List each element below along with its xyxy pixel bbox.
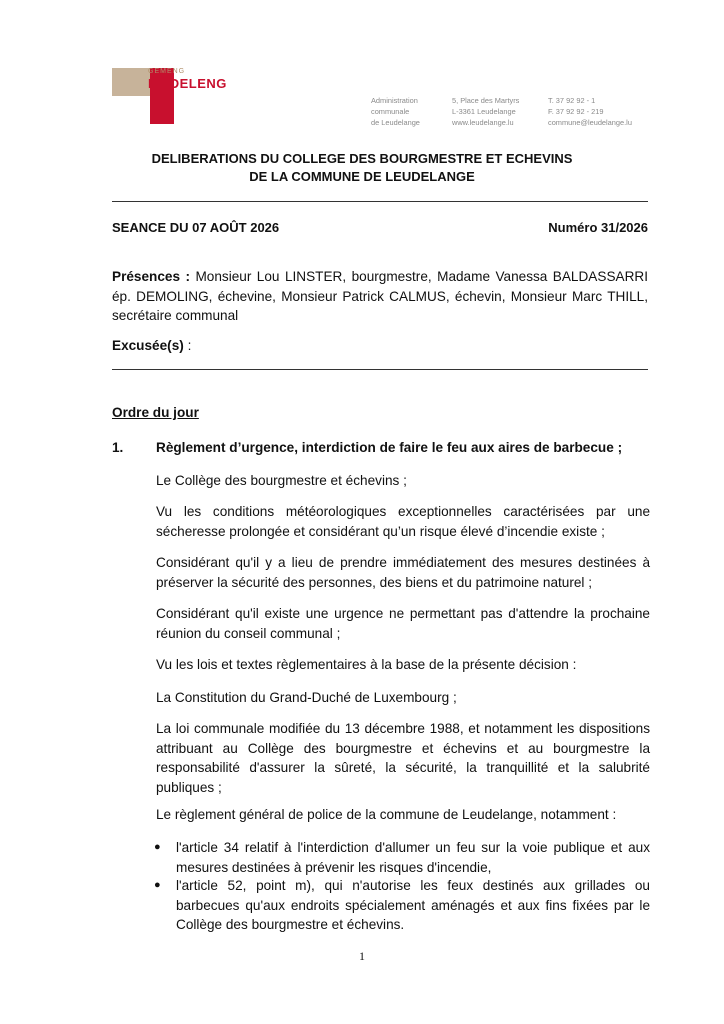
agenda-item-title: Règlement d’urgence, interdiction de faire le feu aux aires de barbecue ;	[156, 440, 623, 455]
address-line: de Leudelange	[371, 118, 420, 127]
bullet-icon: ●	[154, 841, 161, 853]
agenda-heading: Ordre du jour	[112, 405, 199, 420]
page-number: 1	[359, 949, 365, 963]
logo-big-text: LEIDELENG	[148, 76, 227, 91]
body-paragraph: La loi communale modifiée du 13 décembre 1988, et notamment les dispositions attribuant au Collège des bourgmestre et échevins et au bourgmestre la responsabilité d'assurer la sûreté, la sécurité, la tranquillité et la salubrité publiques ;	[156, 721, 650, 795]
agenda-item-number: 1.	[112, 440, 124, 455]
presences-paragraph	[112, 267, 648, 326]
excuses-label: Excusée(s)	[112, 338, 184, 353]
address-col-street	[452, 95, 519, 128]
bullet-item: l'article 52, point m), qui n'autorise les feux destinés aux grillades ou barbecues qu'aux endroits spécialement aménagés et aux fins fixées par le Collège des bourgmestre et échevins.	[176, 878, 650, 932]
address-line: commune@leudelange.lu	[548, 118, 632, 127]
bullet-item: l'article 34 relatif à l'interdiction d'allumer un feu sur la voie publique et aux mesures destinées à prévenir les risques d'incendie,	[176, 840, 650, 875]
address-line: F. 37 92 92 - 219	[548, 107, 604, 116]
address-line: Administration	[371, 96, 418, 105]
divider	[112, 369, 648, 370]
body-paragraph: Considérant qu'il y a lieu de prendre immédiatement des mesures destinées à préserver la sécurité des personnes, des biens et du patrimoine naturel ;	[156, 555, 650, 590]
presences-label: Présences :	[112, 269, 190, 284]
excuses-suffix: :	[183, 338, 192, 353]
logo-wordmark	[148, 68, 227, 90]
deliberation-number: Numéro 31/2026	[548, 220, 648, 235]
body-paragraph: Vu les lois et textes règlementaires à la base de la présente décision :	[156, 657, 577, 672]
address-col-contact	[548, 95, 632, 128]
address-line: www.leudelange.lu	[452, 118, 514, 127]
presences-text: Monsieur Lou LINSTER, bourgmestre, Madame Vanessa BALDASSARRI ép. DEMOLING, échevine, Monsieur Patrick CALMUS, échevin, Monsieur Marc THILL, secrétaire communal	[112, 269, 648, 323]
body-paragraph: Le Collège des bourgmestre et échevins ;	[156, 473, 407, 488]
body-paragraph: Considérant qu'il existe une urgence ne permettant pas d'attendre la prochaine réunion du conseil communal ;	[156, 606, 650, 641]
divider	[112, 201, 648, 202]
title-line-1: DELIBERATIONS DU COLLEGE DES BOURGMESTRE ET ECHEVINS	[151, 151, 573, 166]
address-line: 5, Place des Martyrs	[452, 96, 520, 105]
address-line: T. 37 92 92 - 1	[548, 96, 596, 105]
address-line: communale	[371, 107, 410, 116]
body-paragraph: Le règlement général de police de la commune de Leudelange, notamment :	[156, 807, 617, 822]
bullet-icon: ●	[154, 879, 161, 891]
address-col-administration	[371, 95, 420, 128]
document-title	[0, 150, 724, 186]
address-line: L-3361 Leudelange	[452, 107, 516, 116]
seance-date: SEANCE DU 07 AOÛT 2026	[112, 220, 280, 235]
title-line-2: DE LA COMMUNE DE LEUDELANGE	[249, 169, 475, 184]
logo-small-text: GEMENG	[148, 68, 186, 75]
body-paragraph: La Constitution du Grand-Duché de Luxembourg ;	[156, 690, 457, 705]
excuses-line	[112, 336, 648, 356]
body-paragraph: Vu les conditions météorologiques exceptionnelles caractérisées par une sécheresse prolongée et considérant qu’un risque élevé d’incendie existe ;	[156, 504, 650, 539]
